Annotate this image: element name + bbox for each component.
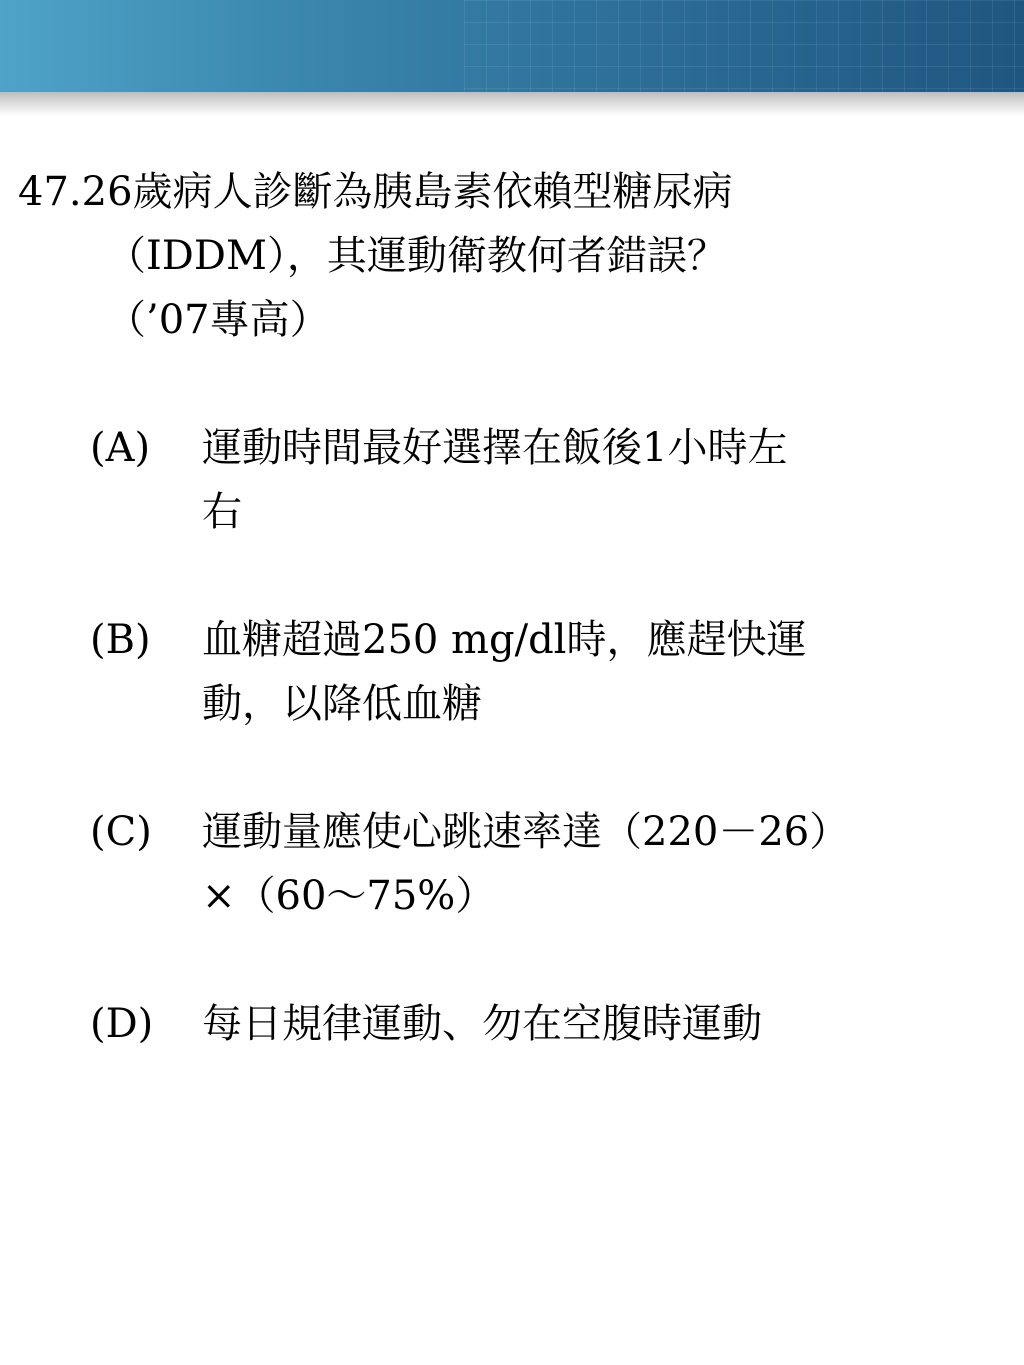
option-a bbox=[0, 416, 1024, 544]
option-d-line-1: 每日規律運動、勿在空腹時運動 bbox=[202, 1001, 762, 1047]
option-b-line-1: 血糖超過250 mg/dl時，應趕快運 bbox=[202, 617, 807, 663]
question-content bbox=[0, 160, 1024, 1056]
option-d bbox=[0, 992, 1024, 1056]
banner-grid-pattern bbox=[464, 0, 1024, 92]
option-b-letter: (B) bbox=[90, 617, 151, 663]
option-b-text bbox=[202, 608, 992, 736]
option-c-line-1: 運動量應使心跳速率達（220－26） bbox=[202, 809, 850, 855]
option-a-line-1: 運動時間最好選擇在飯後1小時左 bbox=[202, 425, 788, 471]
question-line-2: （IDDM），其運動衛教何者錯誤？ bbox=[106, 233, 727, 279]
banner-shadow bbox=[0, 92, 1024, 116]
option-d-text bbox=[202, 992, 992, 1056]
option-a-line-2: 右 bbox=[202, 489, 242, 535]
option-a-text bbox=[202, 416, 992, 544]
option-c-letter: (C) bbox=[90, 809, 152, 855]
option-c bbox=[0, 800, 1024, 928]
header-banner bbox=[0, 0, 1024, 92]
option-d-letter: (D) bbox=[90, 1001, 154, 1047]
option-c-line-2: ×（60～75%） bbox=[202, 873, 496, 919]
question-source: （’07專高） bbox=[106, 297, 330, 343]
option-b-line-2: 動，以降低血糖 bbox=[202, 681, 482, 727]
option-b bbox=[0, 608, 1024, 736]
question-line-1: 47.26歲病人診斷為胰島素依賴型糖尿病 bbox=[18, 169, 733, 215]
option-a-letter: (A) bbox=[90, 425, 151, 471]
option-c-text bbox=[202, 800, 992, 928]
